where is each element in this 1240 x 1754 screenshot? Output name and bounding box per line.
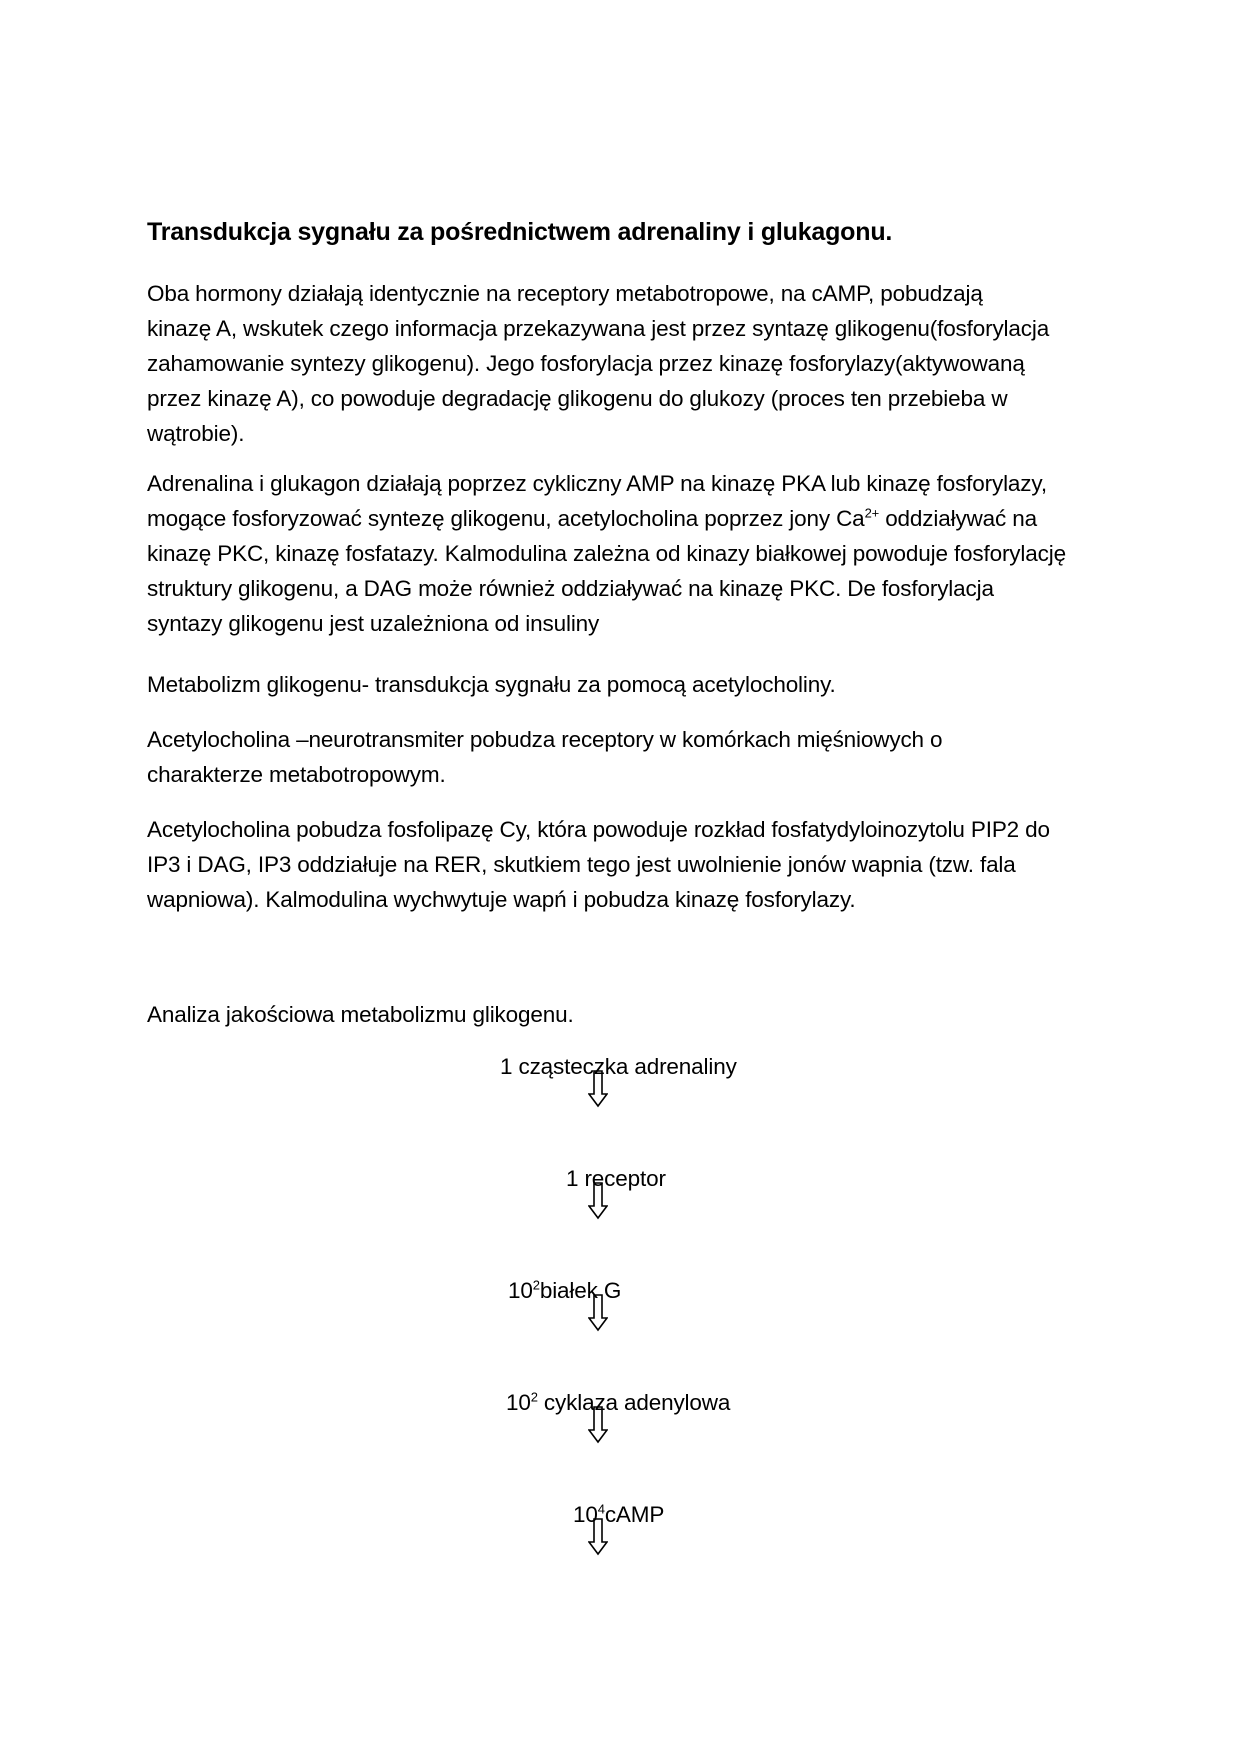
text-line: mogące fosforyzować syntezę glikogenu, acetylocholina poprzez jony $Ca^{2+}$ oddziaływać na — [147, 505, 1037, 531]
text-line: Oba hormony działają identycznie na receptory metabotropowe, na cAMP, pobudzają — [147, 281, 983, 306]
text-line: IP3 i DAG, IP3 oddziałuje na RER, skutkiem tego jest uwolnienie jonów wapnia (tzw. fala — [147, 852, 1016, 877]
text-line: struktury glikogenu, a DAG może również oddziaływać na kinazę PKC. De fosforylacja — [147, 576, 994, 601]
flow-step-camp: $10^4cAMP$ — [573, 1501, 665, 1527]
down-arrow-icon — [588, 1182, 608, 1220]
down-arrow-icon — [588, 1070, 608, 1108]
text-line: wątrobie). — [147, 421, 245, 446]
flow-step-adenylate-cyclase: $10^2$ cyklaza adenylowa — [506, 1389, 731, 1415]
text-line: wapniowa). Kalmodulina wychwytuje wapń i pobudza kinazę fosforylazy. — [147, 887, 856, 912]
text-line: Analiza jakościowa metabolizmu glikogenu. — [147, 1002, 574, 1027]
superscript: 2 — [532, 1277, 540, 1293]
text-line: Metabolizm glikogenu- transdukcja sygnału za pomocą acetylocholiny. — [147, 672, 836, 697]
document-title: Transdukcja sygnału za pośrednictwem adrenaliny i glukagonu. — [147, 218, 893, 246]
down-arrow-icon — [588, 1518, 608, 1556]
text-line: przez kinazę A), co powoduje degradację glikogenu do glukozy (proces ten przebieba w — [147, 386, 1008, 411]
paragraph-quality-analysis — [147, 997, 1097, 1032]
paragraph-hormones — [147, 276, 1097, 451]
text-line: Adrenalina i glukagon działają poprzez cykliczny AMP na kinazę PKA lub kinazę fosforylazy, — [147, 471, 1047, 496]
paragraph-adrenaline-glucagon — [147, 466, 1097, 641]
down-arrow-icon — [588, 1406, 608, 1444]
text-line: zahamowanie syntezy glikogenu). Jego fosforylacja przez kinazę fosforylazy(aktywowaną — [147, 351, 1025, 376]
text-line: syntazy glikogenu jest uzależniona od insuliny — [147, 611, 600, 636]
text-line: Acetylocholina –neurotransmiter pobudza receptory w komórkach mięśniowych o — [147, 727, 943, 752]
text-line: kinazę PKC, kinazę fosfatazy. Kalmodulina zależna od kinazy białkowej powoduje fosforylację — [147, 541, 1066, 566]
paragraph-heading-acetylcholine — [147, 667, 1097, 702]
flow-step-g-proteins: $10^2białek$ G — [508, 1277, 622, 1303]
text-line: kinazę A, wskutek czego informacja przekazywana jest przez syntazę glikogenu(fosforylacja — [147, 316, 1050, 341]
paragraph-phospholipase — [147, 812, 1097, 917]
flow-step-receptor: 1 receptor — [566, 1166, 666, 1191]
paragraph-neurotransmitter — [147, 722, 1097, 792]
superscript: 2 — [530, 1389, 538, 1405]
flow-step-adrenaline: 1 cząsteczka adrenaliny — [500, 1054, 737, 1079]
text-line: Acetylocholina pobudza fosfolipazę Cy, która powoduje rozkład fosfatydyloinozytolu PIP2 do — [147, 817, 1050, 842]
down-arrow-icon — [588, 1294, 608, 1332]
text-line: charakterze metabotropowym. — [147, 762, 446, 787]
superscript: 4 — [597, 1501, 605, 1517]
superscript: 2+ — [864, 505, 880, 521]
